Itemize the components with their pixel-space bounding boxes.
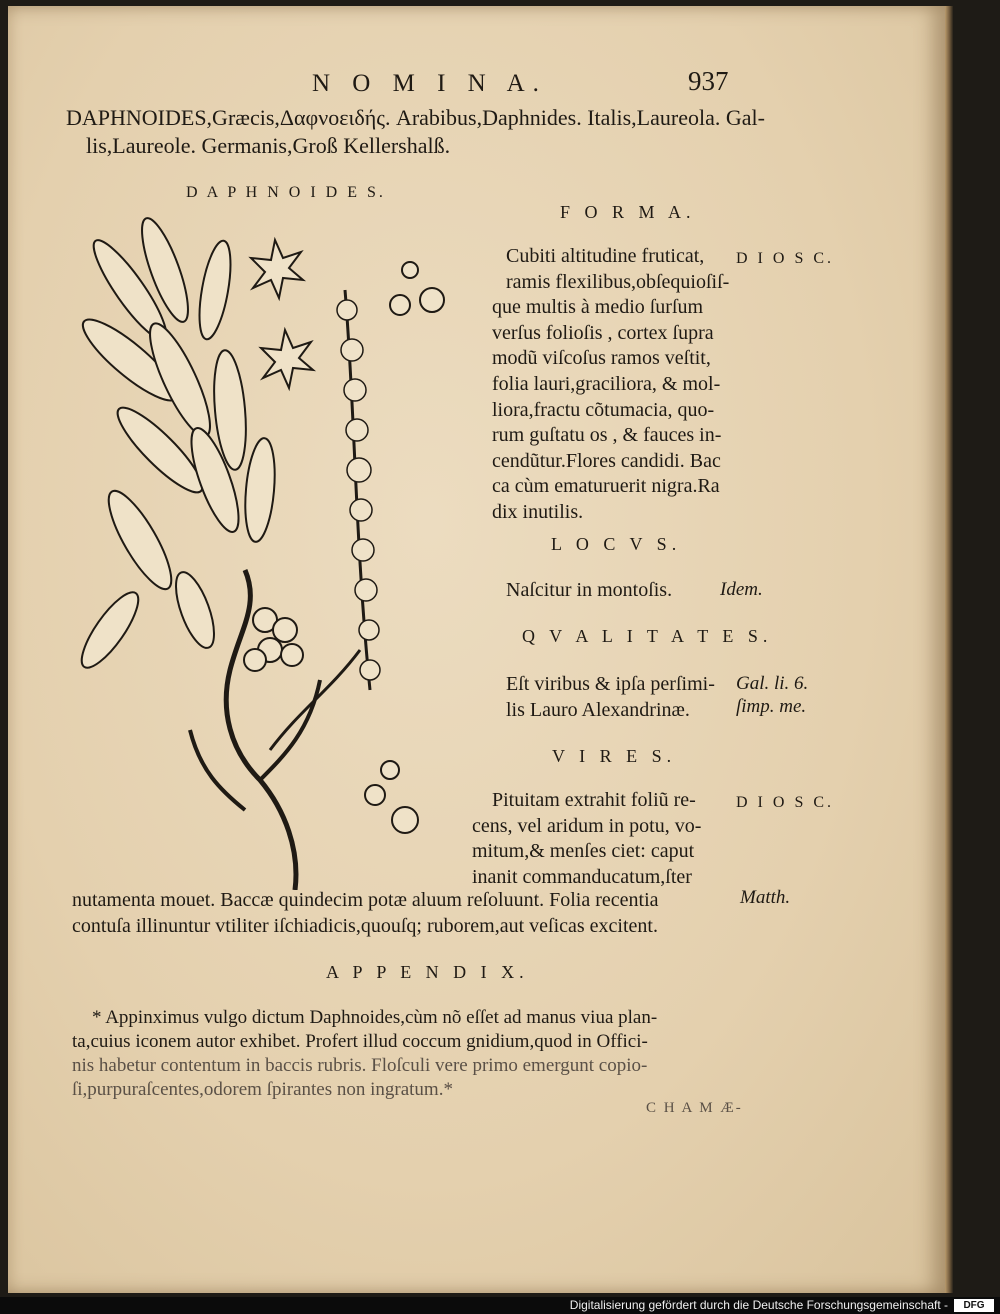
forma-line: liora,fractu cõtumacia, quo- (492, 398, 715, 421)
appendix-line: * Appinximus vulgo dictum Daphnoides,cùm nõ eſſet ad manus viua plan- (92, 1007, 658, 1028)
vires-full-line: nutamenta mouet. Baccæ quindecim potæ aluum reſoluunt. Folia recentia (72, 889, 659, 911)
appendix-text (72, 1006, 658, 1102)
appendix-line: nis habetur contentum in baccis rubris. Floſculi vere primo emergunt copio- (72, 1055, 648, 1076)
dfg-logo: DFG (954, 1299, 994, 1312)
vires-full-line: contuſa illinuntur vtiliter iſchiadicis,quouſq; ruborem,aut veſicas excitent. (72, 914, 658, 937)
vires-margin-note: D I O S C. (736, 794, 835, 811)
footer-credit: Digitalisierung gefördert durch die Deutsche Forschungsgemeinschaft - (569, 1298, 948, 1312)
forma-text (492, 244, 730, 526)
vires-line: mitum,& menſes ciet: caput (472, 840, 695, 863)
vires-line: inanit commanducatum,ſter (472, 865, 692, 888)
forma-line: dix inutilis. (492, 500, 584, 523)
qualitates-margin-note (736, 672, 808, 718)
illustration-caption: D A P H N O I D E S. (186, 184, 386, 201)
forma-line: que multis à medio ſurſum (492, 296, 704, 319)
forma-line: cendũtur.Flores candidi. Bac (492, 449, 721, 472)
vires-continuation (72, 888, 659, 939)
appendix-line: ta,cuius iconem autor exhibet. Profert illud coccum gnidium,quod in Offici- (72, 1031, 648, 1052)
forma-line: ca cùm ematuruerit nigra.Ra (492, 475, 720, 498)
appendix-line: ſi,purpuraſcentes,odorem ſpirantes non ingratum.* (72, 1079, 453, 1100)
nomina-line-2: lis,Laureole. Germanis,Groß Kellershalß. (86, 133, 451, 158)
qualitates-margin-line: ſimp. me. (736, 696, 807, 717)
forma-line: verſus folioſis , cortex ſupra (492, 321, 714, 344)
qualitates-margin-line: Gal. li. 6. (736, 673, 809, 694)
forma-line: folia lauri,graciliora, & mol- (492, 372, 721, 395)
locus-heading: L O C V S. (551, 534, 682, 554)
vires-margin-matth: Matth. (740, 887, 791, 908)
forma-line: modũ viſcoſus ramos veſtit, (492, 347, 711, 370)
qualitates-line: Eſt viribus & ipſa perſimi- (506, 673, 715, 695)
qualitates-heading: Q V A L I T A T E S. (522, 626, 773, 646)
vires-text (472, 788, 702, 890)
page-number: 937 (688, 66, 729, 96)
vires-line: cens, vel aridum in potu, vo- (472, 814, 702, 837)
page-edge (945, 6, 953, 1293)
forma-heading: F O R M A. (560, 202, 696, 222)
forma-line: Cubiti altitudine fruticat, (506, 245, 705, 267)
appendix-heading: A P P E N D I X. (326, 962, 529, 982)
digitization-footer (0, 1297, 1000, 1314)
nomina-entry (66, 104, 765, 160)
running-head: N O M I N A. (312, 70, 547, 97)
catchword: C H A M Æ- (646, 1100, 743, 1116)
daphnoides-woodcut-illustration (70, 210, 470, 890)
locus-margin-note: Idem. (720, 579, 763, 600)
qualitates-text (506, 672, 715, 723)
forma-line: ramis flexilibus,obſequioſiſ- (506, 270, 730, 293)
vires-line: Pituitam extrahit foliũ re- (492, 789, 696, 811)
nomina-line-1: DAPHNOIDES,Græcis,Δαφνοειδής. Arabibus,Daphnides. Italis,Laureola. Gal- (66, 105, 765, 130)
locus-text: Naſcitur in montoſis. (506, 579, 673, 601)
qualitates-line: lis Lauro Alexandrinæ. (506, 698, 690, 721)
forma-line: rum guſtatu os , & fauces in- (492, 424, 722, 447)
forma-margin-note: D I O S C. (736, 250, 835, 267)
vires-heading: V I R E S. (552, 746, 677, 766)
